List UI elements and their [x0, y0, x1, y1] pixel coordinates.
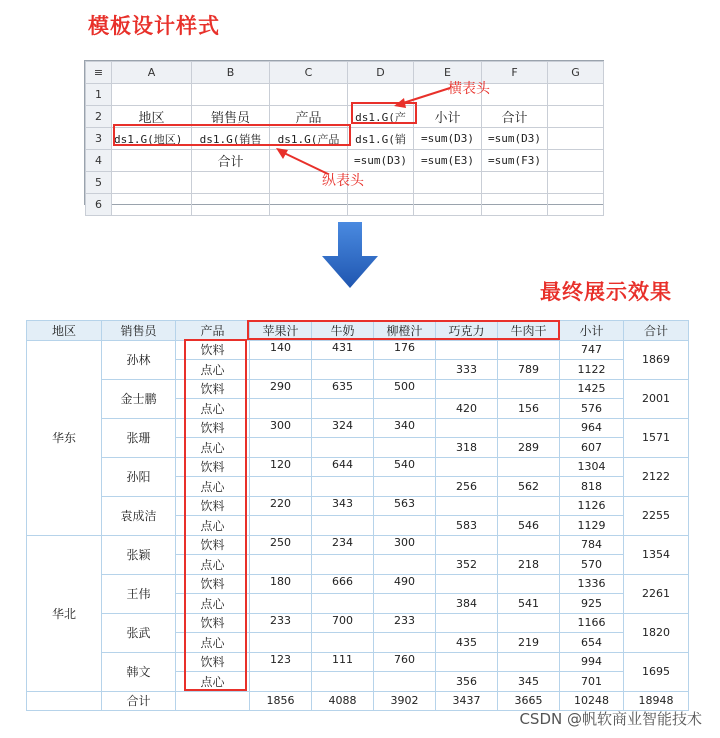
template-cell: 小计: [414, 106, 482, 128]
value-cell: 500: [374, 379, 436, 399]
value-cell: [374, 477, 436, 497]
template-cell: [548, 106, 604, 128]
value-cell: 234: [312, 535, 374, 555]
template-cell: 合计: [482, 106, 548, 128]
value-cell: [312, 516, 374, 536]
table-row: [27, 418, 689, 438]
value-cell: 540: [374, 457, 436, 477]
template-cell: =sum(D3): [482, 128, 548, 150]
template-cell: [112, 84, 192, 106]
value-cell: [250, 672, 312, 692]
footer-subtotal-cell: 10248: [560, 691, 624, 711]
template-cell: ds1.G(销售: [192, 128, 270, 150]
product-cell: 饮料: [176, 418, 250, 438]
vertical-header-label: 纵表头: [322, 173, 364, 189]
table-row: [27, 574, 689, 594]
table-row: [27, 457, 689, 477]
value-cell: [312, 438, 374, 458]
value-cell: 111: [312, 652, 374, 672]
subtotal-cell: 1129: [560, 516, 624, 536]
value-cell: [250, 594, 312, 614]
subtotal-cell: 1166: [560, 613, 624, 633]
value-cell: [312, 594, 374, 614]
template-cell: ds1.G(销: [348, 128, 414, 150]
total-cell: 2122: [624, 457, 689, 496]
template-cell: 销售员: [192, 106, 270, 128]
value-cell: 583: [436, 516, 498, 536]
column-header-B: B: [192, 62, 270, 84]
total-cell: 2261: [624, 574, 689, 613]
table-row: [27, 535, 689, 555]
footer-value-cell: 4088: [312, 691, 374, 711]
template-cell: 合计: [192, 150, 270, 172]
value-cell: 635: [312, 379, 374, 399]
value-cell: [498, 457, 560, 477]
total-cell: 1869: [624, 340, 689, 379]
subtotal-cell: 576: [560, 399, 624, 419]
column-header: 柳橙汁: [374, 321, 436, 341]
value-cell: 384: [436, 594, 498, 614]
column-header: 小计: [560, 321, 624, 341]
value-cell: 233: [250, 613, 312, 633]
value-cell: [374, 672, 436, 692]
value-cell: [374, 555, 436, 575]
column-header: 巧克力: [436, 321, 498, 341]
subtotal-cell: 747: [560, 340, 624, 360]
value-cell: 352: [436, 555, 498, 575]
value-cell: [250, 555, 312, 575]
salesperson-cell: 孙阳: [102, 457, 176, 496]
template-cell: [548, 128, 604, 150]
value-cell: 256: [436, 477, 498, 497]
value-cell: 700: [312, 613, 374, 633]
result-table-container: [26, 320, 688, 711]
template-column-header-row: [86, 62, 604, 84]
footer-value-cell: 1856: [250, 691, 312, 711]
salesperson-cell: 袁成洁: [102, 496, 176, 535]
product-cell: 点心: [176, 399, 250, 419]
footer-value-cell: 3665: [498, 691, 560, 711]
value-cell: 666: [312, 574, 374, 594]
template-row: [86, 150, 604, 172]
region-cell: 华北: [27, 535, 102, 691]
salesperson-cell: 韩文: [102, 652, 176, 691]
total-cell: 1571: [624, 418, 689, 457]
value-cell: 340: [374, 418, 436, 438]
value-cell: 300: [250, 418, 312, 438]
salesperson-cell: 张珊: [102, 418, 176, 457]
product-cell: 点心: [176, 360, 250, 380]
template-cell: [548, 150, 604, 172]
subtotal-cell: 818: [560, 477, 624, 497]
value-cell: 562: [498, 477, 560, 497]
product-cell: 点心: [176, 555, 250, 575]
value-cell: 156: [498, 399, 560, 419]
row-number: 2: [86, 106, 112, 128]
subtotal-cell: 607: [560, 438, 624, 458]
salesperson-cell: 张颖: [102, 535, 176, 574]
value-cell: [250, 360, 312, 380]
value-cell: [498, 574, 560, 594]
product-cell: 饮料: [176, 379, 250, 399]
template-row: [86, 194, 604, 216]
value-cell: 289: [498, 438, 560, 458]
template-cell: ds1.G(产品: [270, 128, 348, 150]
value-cell: 644: [312, 457, 374, 477]
column-header: 合计: [624, 321, 689, 341]
value-cell: [312, 555, 374, 575]
column-header-F: F: [482, 62, 548, 84]
product-cell: 饮料: [176, 340, 250, 360]
column-header-C: C: [270, 62, 348, 84]
value-cell: [312, 672, 374, 692]
value-cell: [436, 574, 498, 594]
footer-value-cell: 3437: [436, 691, 498, 711]
template-cell: [192, 84, 270, 106]
row-number: 4: [86, 150, 112, 172]
value-cell: [436, 535, 498, 555]
column-header-E: E: [414, 62, 482, 84]
total-cell: 2001: [624, 379, 689, 418]
product-cell: 点心: [176, 672, 250, 692]
product-rows-highlight: [184, 339, 247, 691]
column-header-A: A: [112, 62, 192, 84]
value-cell: [436, 457, 498, 477]
footer-spacer-cell: [27, 691, 102, 711]
value-cell: 431: [312, 340, 374, 360]
row-number: 3: [86, 128, 112, 150]
template-cell: [482, 172, 548, 194]
value-cell: [374, 438, 436, 458]
template-cell: =sum(D3): [414, 128, 482, 150]
value-cell: 300: [374, 535, 436, 555]
value-cell: 546: [498, 516, 560, 536]
template-row: [86, 84, 604, 106]
column-header: 销售员: [102, 321, 176, 341]
value-cell: 789: [498, 360, 560, 380]
region-cell: 华东: [27, 340, 102, 535]
template-title: 模板设计样式: [88, 14, 220, 38]
template-cell: [482, 84, 548, 106]
column-header: 牛肉干: [498, 321, 560, 341]
table-row: [27, 613, 689, 633]
corner-menu-icon: ≡: [86, 62, 112, 84]
value-cell: [250, 438, 312, 458]
template-cell: 地区: [112, 106, 192, 128]
footer-total-cell: 18948: [624, 691, 689, 711]
value-cell: [498, 652, 560, 672]
value-cell: 290: [250, 379, 312, 399]
table-row: [27, 652, 689, 672]
subtotal-cell: 994: [560, 652, 624, 672]
salesperson-cell: 王伟: [102, 574, 176, 613]
column-header: 地区: [27, 321, 102, 341]
value-cell: [436, 340, 498, 360]
footer-value-cell: 3902: [374, 691, 436, 711]
value-cell: 218: [498, 555, 560, 575]
value-cell: 333: [436, 360, 498, 380]
down-arrow-icon: [322, 222, 378, 288]
value-cell: [250, 399, 312, 419]
value-cell: 343: [312, 496, 374, 516]
value-cell: 219: [498, 633, 560, 653]
column-header-D: D: [348, 62, 414, 84]
template-cell: [414, 172, 482, 194]
total-cell: 1695: [624, 652, 689, 691]
subtotal-cell: 925: [560, 594, 624, 614]
template-cell: [112, 172, 192, 194]
template-cell: [348, 194, 414, 216]
template-cell: =sum(D3): [348, 150, 414, 172]
table-row: [27, 379, 689, 399]
product-columns-highlight: [247, 320, 560, 340]
value-cell: [374, 633, 436, 653]
value-cell: 120: [250, 457, 312, 477]
product-cell: 饮料: [176, 535, 250, 555]
value-cell: [374, 516, 436, 536]
product-cell: 饮料: [176, 574, 250, 594]
value-cell: 760: [374, 652, 436, 672]
value-cell: 233: [374, 613, 436, 633]
value-cell: 324: [312, 418, 374, 438]
product-cell: 点心: [176, 516, 250, 536]
template-cell: ds1.G(地区): [112, 128, 192, 150]
horizontal-header-label: 横表头: [448, 81, 490, 97]
product-cell: 饮料: [176, 457, 250, 477]
row-number: 1: [86, 84, 112, 106]
value-cell: [498, 340, 560, 360]
subtotal-cell: 654: [560, 633, 624, 653]
salesperson-cell: 金士鹏: [102, 379, 176, 418]
table-row: [27, 496, 689, 516]
template-cell: [192, 194, 270, 216]
total-cell: 1820: [624, 613, 689, 652]
value-cell: 435: [436, 633, 498, 653]
value-cell: 140: [250, 340, 312, 360]
row-number: 5: [86, 172, 112, 194]
template-cell: [192, 172, 270, 194]
product-cell: 饮料: [176, 652, 250, 672]
value-cell: 563: [374, 496, 436, 516]
footer-label: 合计: [102, 691, 176, 711]
footer-spacer-cell: [176, 691, 250, 711]
value-cell: [312, 360, 374, 380]
template-cell: [270, 194, 348, 216]
template-cell: [548, 194, 604, 216]
value-cell: [498, 379, 560, 399]
total-cell: 1354: [624, 535, 689, 574]
value-cell: 123: [250, 652, 312, 672]
value-cell: [312, 477, 374, 497]
template-cell: [548, 172, 604, 194]
column-header: 牛奶: [312, 321, 374, 341]
value-cell: [436, 613, 498, 633]
result-table: [26, 320, 689, 711]
column-header: 苹果汁: [250, 321, 312, 341]
subtotal-cell: 1336: [560, 574, 624, 594]
product-cell: 点心: [176, 633, 250, 653]
template-cell: =sum(F3): [482, 150, 548, 172]
value-cell: [498, 418, 560, 438]
value-cell: [436, 496, 498, 516]
subtotal-cell: 701: [560, 672, 624, 692]
product-cell: 点心: [176, 477, 250, 497]
product-cell: 点心: [176, 594, 250, 614]
subtotal-cell: 964: [560, 418, 624, 438]
template-cell: [270, 84, 348, 106]
value-cell: 541: [498, 594, 560, 614]
value-cell: 318: [436, 438, 498, 458]
column-header-G: G: [548, 62, 604, 84]
product-cell: 点心: [176, 438, 250, 458]
table-row: [27, 340, 689, 360]
template-cell: ds1.G(产: [348, 106, 414, 128]
salesperson-cell: 孙林: [102, 340, 176, 379]
value-cell: [498, 496, 560, 516]
value-cell: 490: [374, 574, 436, 594]
subtotal-cell: 1304: [560, 457, 624, 477]
template-cell: [112, 150, 192, 172]
value-cell: [374, 594, 436, 614]
value-cell: [436, 652, 498, 672]
total-cell: 2255: [624, 496, 689, 535]
value-cell: [374, 360, 436, 380]
value-cell: [250, 516, 312, 536]
value-cell: [374, 399, 436, 419]
value-cell: [436, 379, 498, 399]
value-cell: [436, 418, 498, 438]
subtotal-cell: 570: [560, 555, 624, 575]
value-cell: 345: [498, 672, 560, 692]
subtotal-cell: 784: [560, 535, 624, 555]
value-cell: [498, 535, 560, 555]
product-cell: 饮料: [176, 613, 250, 633]
template-cell: [548, 84, 604, 106]
value-cell: [250, 477, 312, 497]
value-cell: [250, 633, 312, 653]
template-cell: 产品: [270, 106, 348, 128]
value-cell: [312, 633, 374, 653]
value-cell: 220: [250, 496, 312, 516]
value-cell: 180: [250, 574, 312, 594]
column-header: 产品: [176, 321, 250, 341]
value-cell: [312, 399, 374, 419]
subtotal-cell: 1425: [560, 379, 624, 399]
template-cell: =sum(E3): [414, 150, 482, 172]
salesperson-cell: 张武: [102, 613, 176, 652]
value-cell: 250: [250, 535, 312, 555]
template-cell: [482, 194, 548, 216]
template-cell: [414, 194, 482, 216]
result-title: 最终展示效果: [540, 280, 672, 304]
subtotal-cell: 1122: [560, 360, 624, 380]
row-number: 6: [86, 194, 112, 216]
value-cell: [498, 613, 560, 633]
value-cell: 356: [436, 672, 498, 692]
watermark: CSDN @帆软商业智能技术: [519, 710, 702, 728]
product-cell: 饮料: [176, 496, 250, 516]
value-cell: 176: [374, 340, 436, 360]
subtotal-cell: 1126: [560, 496, 624, 516]
template-cell: [112, 194, 192, 216]
value-cell: 420: [436, 399, 498, 419]
